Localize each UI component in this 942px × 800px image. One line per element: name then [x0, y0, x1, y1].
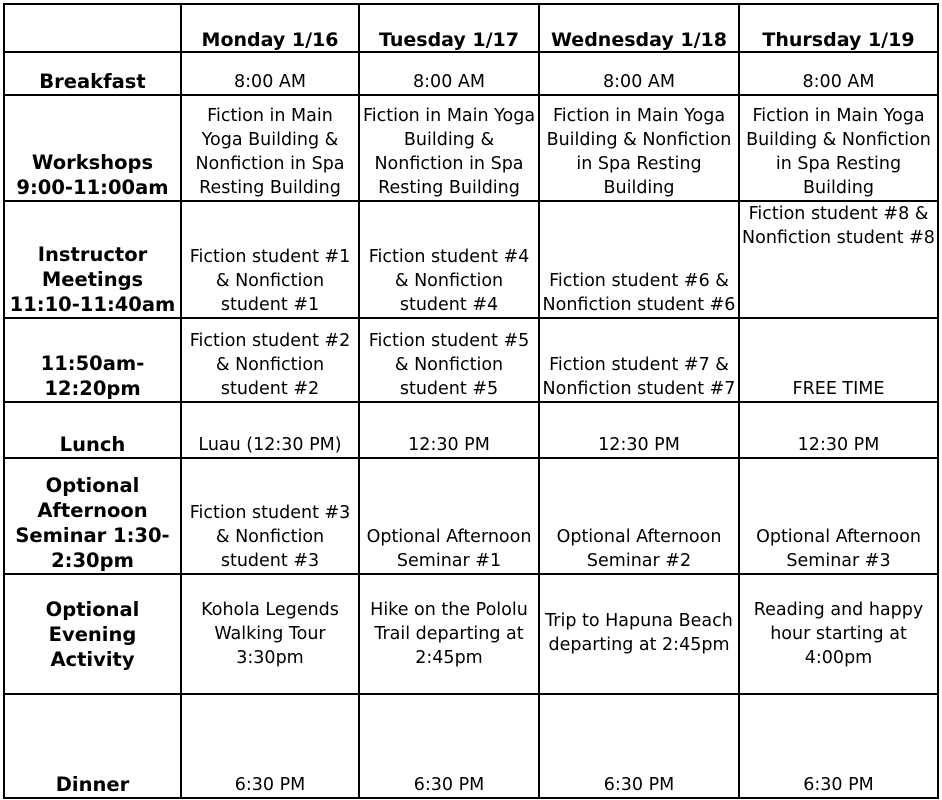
cell-second-meetings-tuesday: Fiction student #5 & Nonfiction student #5	[359, 318, 539, 402]
cell-workshops-tuesday: Fiction in Main Yoga Building & Nonfiction in Spa Resting Building	[359, 95, 539, 201]
row-label-dinner: Dinner	[4, 694, 181, 798]
cell-seminar-monday: Fiction student #3 & Nonfiction student #3	[181, 458, 359, 574]
cell-dinner-tuesday: 6:30 PM	[359, 694, 539, 798]
cell-evening-monday: Kohola Legends Walking Tour 3:30pm	[181, 574, 359, 694]
cell-dinner-wednesday: 6:30 PM	[539, 694, 739, 798]
header-row	[4, 4, 938, 52]
cell-lunch-monday: Luau (12:30 PM)	[181, 402, 359, 458]
cell-lunch-wednesday: 12:30 PM	[539, 402, 739, 458]
row-label-second-meetings: 11:50am-12:20pm	[4, 318, 181, 402]
cell-meetings-monday: Fiction student #1 & Nonfiction student #1	[181, 201, 359, 318]
row-workshops	[4, 95, 938, 201]
day-header-tuesday: Tuesday 1/17	[359, 4, 539, 52]
cell-second-meetings-thursday: FREE TIME	[739, 318, 938, 402]
row-label-workshops: Workshops 9:00-11:00am	[4, 95, 181, 201]
cell-breakfast-monday: 8:00 AM	[181, 52, 359, 95]
cell-dinner-monday: 6:30 PM	[181, 694, 359, 798]
cell-evening-tuesday: Hike on the Pololu Trail departing at 2:45pm	[359, 574, 539, 694]
cell-evening-thursday: Reading and happy hour starting at 4:00pm	[739, 574, 938, 694]
cell-evening-wednesday: Trip to Hapuna Beach departing at 2:45pm	[539, 574, 739, 694]
row-second-meetings	[4, 318, 938, 402]
cell-dinner-thursday: 6:30 PM	[739, 694, 938, 798]
cell-workshops-thursday: Fiction in Main Yoga Building & Nonfiction in Spa Resting Building	[739, 95, 938, 201]
cell-second-meetings-wednesday: Fiction student #7 & Nonfiction student #7	[539, 318, 739, 402]
corner-cell	[4, 4, 181, 52]
day-header-thursday: Thursday 1/19	[739, 4, 938, 52]
row-dinner	[4, 694, 938, 798]
day-header-monday: Monday 1/16	[181, 4, 359, 52]
row-label-afternoon-seminar: Optional Afternoon Seminar 1:30-2:30pm	[4, 458, 181, 574]
cell-breakfast-wednesday: 8:00 AM	[539, 52, 739, 95]
row-label-breakfast: Breakfast	[4, 52, 181, 95]
row-lunch	[4, 402, 938, 458]
cell-meetings-tuesday: Fiction student #4 & Nonfiction student #4	[359, 201, 539, 318]
row-instructor-meetings	[4, 201, 938, 318]
cell-seminar-tuesday: Optional Afternoon Seminar #1	[359, 458, 539, 574]
row-label-evening-activity: Optional Evening Activity	[4, 574, 181, 694]
cell-seminar-wednesday: Optional Afternoon Seminar #2	[539, 458, 739, 574]
cell-seminar-thursday: Optional Afternoon Seminar #3	[739, 458, 938, 574]
row-label-lunch: Lunch	[4, 402, 181, 458]
row-label-instructor-meetings: Instructor Meetings 11:10-11:40am	[4, 201, 181, 318]
row-evening-activity	[4, 574, 938, 694]
row-breakfast	[4, 52, 938, 95]
cell-workshops-wednesday: Fiction in Main Yoga Building & Nonfiction in Spa Resting Building	[539, 95, 739, 201]
cell-breakfast-thursday: 8:00 AM	[739, 52, 938, 95]
cell-lunch-tuesday: 12:30 PM	[359, 402, 539, 458]
schedule-table	[3, 3, 939, 799]
cell-workshops-monday: Fiction in Main Yoga Building & Nonfiction in Spa Resting Building	[181, 95, 359, 201]
cell-breakfast-tuesday: 8:00 AM	[359, 52, 539, 95]
cell-second-meetings-monday: Fiction student #2 & Nonfiction student #2	[181, 318, 359, 402]
day-header-wednesday: Wednesday 1/18	[539, 4, 739, 52]
cell-lunch-thursday: 12:30 PM	[739, 402, 938, 458]
cell-meetings-wednesday: Fiction student #6 & Nonfiction student #6	[539, 201, 739, 318]
cell-meetings-thursday: Fiction student #8 & Nonfiction student #8	[739, 201, 938, 318]
row-afternoon-seminar	[4, 458, 938, 574]
